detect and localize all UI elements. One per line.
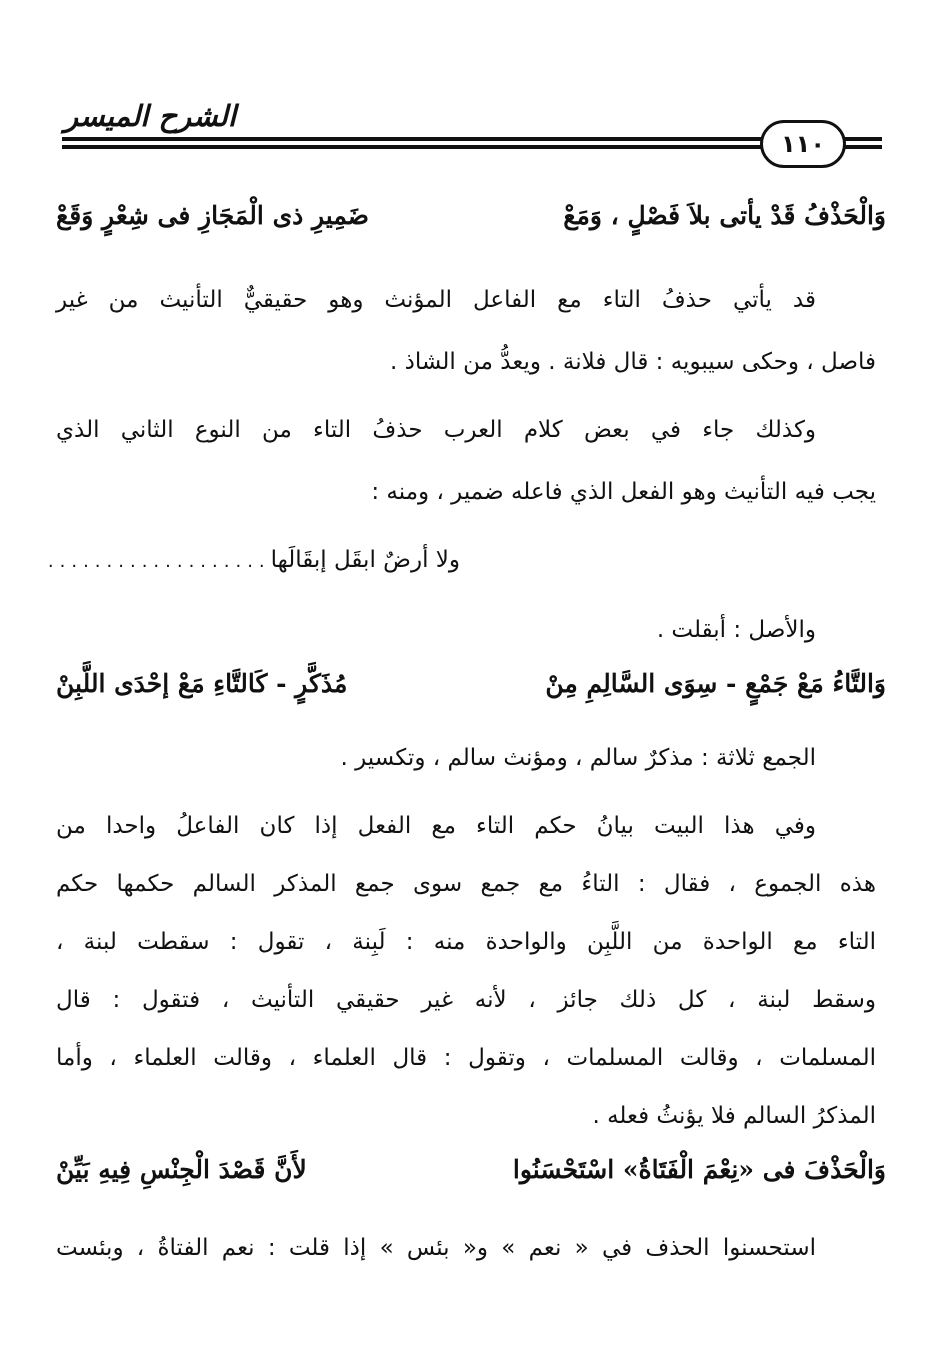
paragraph-4-line-1: الجمع ثلاثة : مذكرٌ سالم ، ومؤنث سالم ، وتكسير . [340,745,816,771]
verse-2 [56,664,886,704]
quoted-verse [47,540,886,582]
paragraph-1-line-1: قد يأتي حذفُ التاء مع الفاعل المؤنث وهو حقيقيٌّ التأنيث من غير [56,287,816,313]
paragraph-5-line-1: وفي هذا البيت بيانُ حكم التاء مع الفعل إذا كان الفاعلُ واحدا من [56,813,816,839]
paragraph-2-line-2: يجب فيه التأنيث وهو الفعل الذي فاعله ضمير ، ومنه : [371,479,876,505]
verse-1-first-hemistich: وَالْحَذْفُ قَدْ يأتى بلاَ فَصْلٍ ، وَمَعْ [563,201,886,230]
paragraph-5-line-4: وسقط لبنة ، كل ذلك جائز ، لأنه غير حقيقي التأنيث ، فتقول : قال [56,987,876,1013]
quoted-verse-ellipsis: ................... [47,551,271,572]
verse-2-first-hemistich: وَالتَّاءُ مَعْ جَمْعٍ - سِوَى السَّالِمِ مِنْ [545,669,886,698]
verse-3 [56,1150,886,1190]
verse-3-first-hemistich: وَالْحَذْفَ فى «نِعْمَ الْفَتَاةُ» اسْتَحْسَنُوا [512,1155,886,1184]
page-number-badge: ١١٠ [760,120,846,168]
quoted-verse-text: ولا أرضٌ ابقَل إبقَالَها [270,547,460,573]
header-rule-bottom [62,145,882,149]
verse-1-second-hemistich: ضَمِيرِ ذى الْمَجَازِ فى شِعْرٍ وَقَعْ [56,201,370,230]
verse-1 [56,196,886,236]
verse-3-second-hemistich: لأَنَّ قَصْدَ الْجِنْسِ فِيهِ بَيِّنْ [56,1155,307,1184]
paragraph-5-line-6: المذكرُ السالم فلا يؤنثُ فعله . [592,1103,876,1129]
header-rule-top [62,137,882,141]
paragraph-2-line-1: وكذلك جاء في بعض كلام العرب حذفُ التاء من النوع الثاني الذي [56,417,816,443]
paragraph-5-line-3: التاء مع الواحدة من اللَّبِن والواحدة منه : لَبِنة ، تقول : سقطت لبنة ، [56,929,876,955]
paragraph-3-line-1: والأصل : أبقلت . [656,617,816,643]
paragraph-1-line-2: فاصل ، وحكى سيبويه : قال فلانة . ويعدُّ من الشاذ . [390,349,876,375]
running-header-title: الشرح الميسر [64,99,236,133]
paragraph-6-line-1: استحسنوا الحذف في « نعم » و« بئس » إذا قلت : نعم الفتاةُ ، وبئست [56,1235,816,1261]
paragraph-5-line-5: المسلمات ، وقالت المسلمات ، وتقول : قال العلماء ، وقالت العلماء ، وأما [56,1045,876,1071]
verse-2-second-hemistich: مُذَكَّرٍ - كَالتَّاءِ مَعْ إحْدَى اللَّبِنْ [56,669,348,698]
paragraph-5-line-2: هذه الجموع ، فقال : التاءُ مع جمع سوى جمع المذكر السالم حكمها حكم [56,871,876,897]
